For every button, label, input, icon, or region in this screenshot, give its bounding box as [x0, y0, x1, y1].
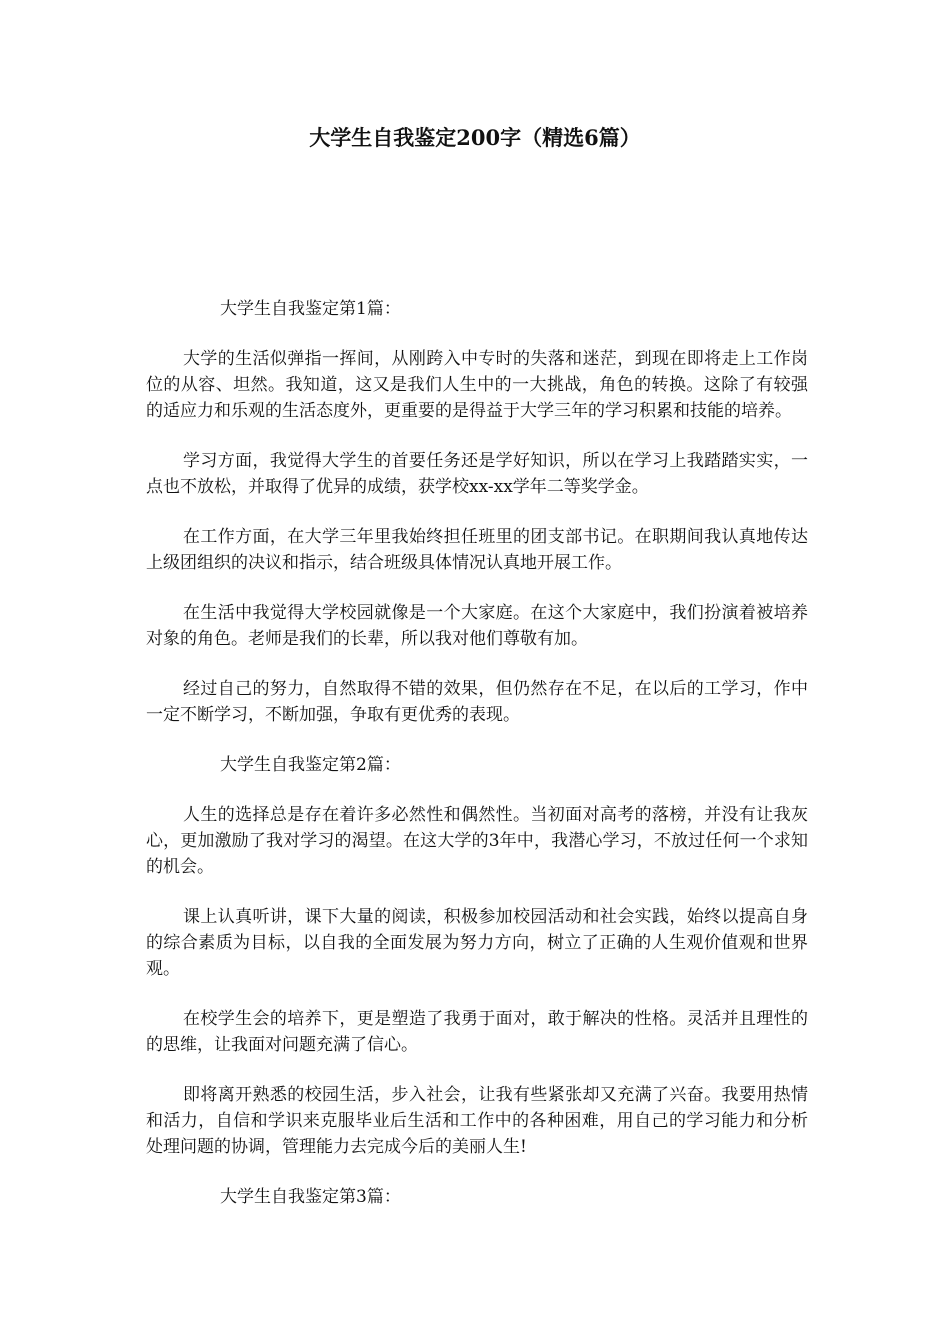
paragraph: 即将离开熟悉的校园生活，步入社会，让我有些紧张却又充满了兴奋。我要用热情和活力，自信和学识来克服毕业后生活和工作中的各种困难，用自己的学习能力和分析处理问题的协调，管理能力去完成今后的美丽人生! — [146, 1085, 808, 1157]
document-body — [146, 296, 808, 1210]
section-heading-3: 大学生自我鉴定第3篇： — [220, 1187, 401, 1207]
paragraph: 在生活中我觉得大学校园就像是一个大家庭。在这个大家庭中，我们扮演着被培养对象的角色。老师是我们的长辈，所以我对他们尊敬有加。 — [146, 603, 808, 649]
paragraph: 大学的生活似弹指一挥间，从刚跨入中专时的失落和迷茫，到现在即将走上工作岗位的从容、坦然。我知道，这又是我们人生中的一大挑战，角色的转换。这除了有较强的适应力和乐观的生活态度外，更重要的是得益于大学三年的学习积累和技能的培养。 — [146, 349, 808, 421]
paragraph: 课上认真听讲，课下大量的阅读，积极参加校园活动和社会实践，始终以提高自身的综合素质为目标，以自我的全面发展为努力方向，树立了正确的人生观价值观和世界观。 — [146, 907, 808, 979]
paragraph: 在校学生会的培养下，更是塑造了我勇于面对，敢于解决的性格。灵活并且理性的的思维，让我面对问题充满了信心。 — [146, 1009, 808, 1055]
paragraph: 经过自己的努力，自然取得不错的效果，但仍然存在不足，在以后的工学习，作中一定不断学习，不断加强，争取有更优秀的表现。 — [146, 679, 808, 725]
document-title: 大学生自我鉴定200字（精选6篇） — [309, 125, 641, 150]
paragraph: 学习方面，我觉得大学生的首要任务还是学好知识，所以在学习上我踏踏实实，一点也不放松，并取得了优异的成绩，获学校xx-xx学年二等奖学金。 — [146, 451, 808, 497]
section-heading-1: 大学生自我鉴定第1篇： — [220, 299, 401, 319]
paragraph: 在工作方面，在大学三年里我始终担任班里的团支部书记。在职期间我认真地传达上级团组织的决议和指示，结合班级具体情况认真地开展工作。 — [146, 527, 808, 573]
section-heading-2: 大学生自我鉴定第2篇： — [220, 755, 401, 775]
paragraph: 人生的选择总是存在着许多必然性和偶然性。当初面对高考的落榜，并没有让我灰心，更加激励了我对学习的渴望。在这大学的3年中，我潜心学习，不放过任何一个求知的机会。 — [146, 805, 808, 877]
